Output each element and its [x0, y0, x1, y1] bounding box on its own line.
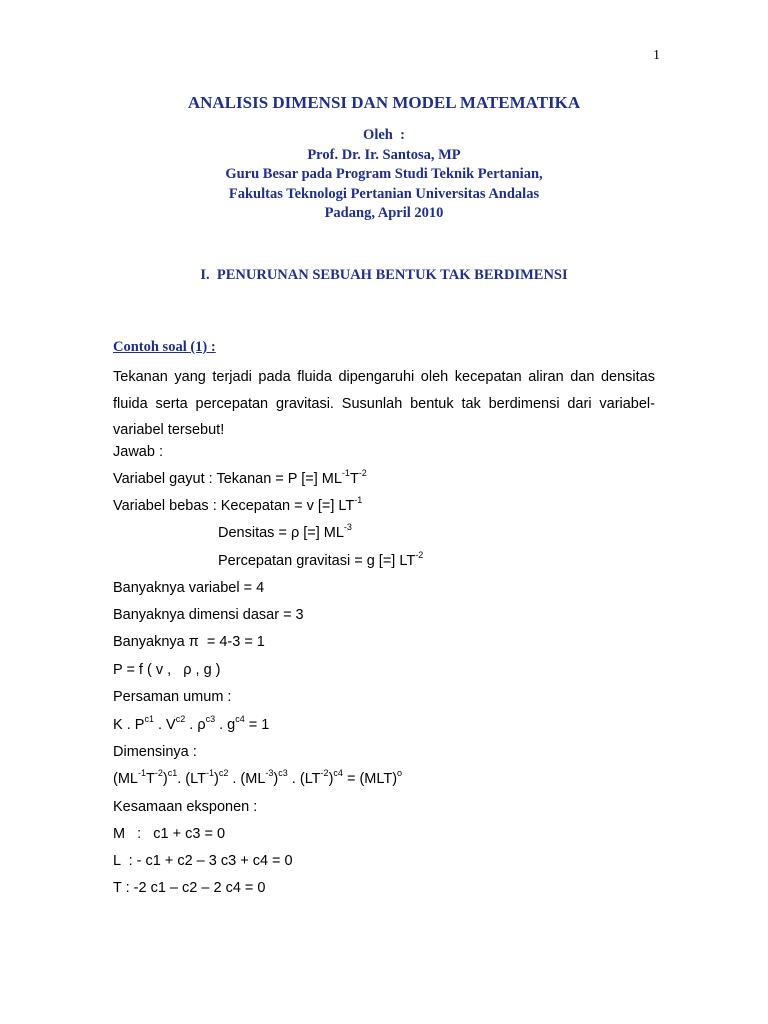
author-name: Prof. Dr. Ir. Santosa, MP: [307, 146, 461, 163]
variable-count: Banyaknya variabel = 4: [113, 580, 265, 596]
example-heading: Contoh soal (1) :: [113, 339, 216, 355]
problem-text: Tekanan yang terjadi pada fluida dipengaruhi oleh kecepatan aliran dan densitas fluida serta percepatan gravitasi. Susunlah bentuk tak berdimensi dari variabel-variabel tersebut!: [113, 369, 655, 438]
section-heading: I. PENURUNAN SEBUAH BENTUK TAK BERDIMENSI: [200, 267, 568, 283]
dimension-count: Banyaknya dimensi dasar = 3: [113, 607, 304, 623]
page-number: 1: [653, 48, 660, 63]
equation-t: T : -2 c1 – c2 – 2 c4 = 0: [113, 880, 266, 896]
author-block: [0, 126, 768, 224]
dependent-variable-line: Variabel gayut : Tekanan = P [=] $ML^{-1}T^{-2}$: [113, 468, 367, 487]
general-equation-label: Persaman umum :: [113, 689, 232, 705]
author-faculty: Fakultas Teknologi Pertanian Universitas Andalas: [228, 185, 540, 202]
document-title: ANALISIS DIMENSI DAN MODEL MATEMATIKA: [187, 93, 581, 112]
exponent-equality-label: Kesamaan eksponen :: [113, 799, 258, 815]
dimension-equation: $(ML^{-1}T^{-2})^{c1}$. $(LT^{-1})^{c2}$ . $(ML^{-3})^{c3}$ . $(LT^{-2})^{c4} = (MLT)^o$: [113, 768, 403, 787]
answer-label: Jawab :: [113, 444, 163, 460]
author-place-date: Padang, April 2010: [324, 205, 444, 221]
function-relation: P = f ( v , ρ , g ): [113, 662, 221, 678]
general-equation: K . $P^{c1}$ . $V^{c2}$ . $\rho^{c3}$ . $g^{c4} = 1$: [113, 714, 270, 733]
author-by-label: Oleh :: [363, 127, 405, 143]
equation-m: M : c1 + c3 = 0: [113, 826, 226, 842]
author-position: Guru Besar pada Program Studi Teknik Pertanian,: [225, 166, 543, 182]
dimension-label: Dimensinya :: [113, 744, 197, 760]
gravity-line: Percepatan gravitasi = g [=] $LT^{-2}$: [218, 550, 424, 569]
pi-count: Banyaknya π = 4-3 = 1: [113, 634, 265, 650]
equation-l: L : - c1 + c2 – 3 c3 + c4 = 0: [113, 853, 293, 869]
density-line: Densitas = ρ [=] $ML^{-3}$: [218, 522, 352, 541]
independent-variable-line: Variabel bebas : Kecepatan = v [=] $LT^{-1}$: [113, 495, 363, 514]
